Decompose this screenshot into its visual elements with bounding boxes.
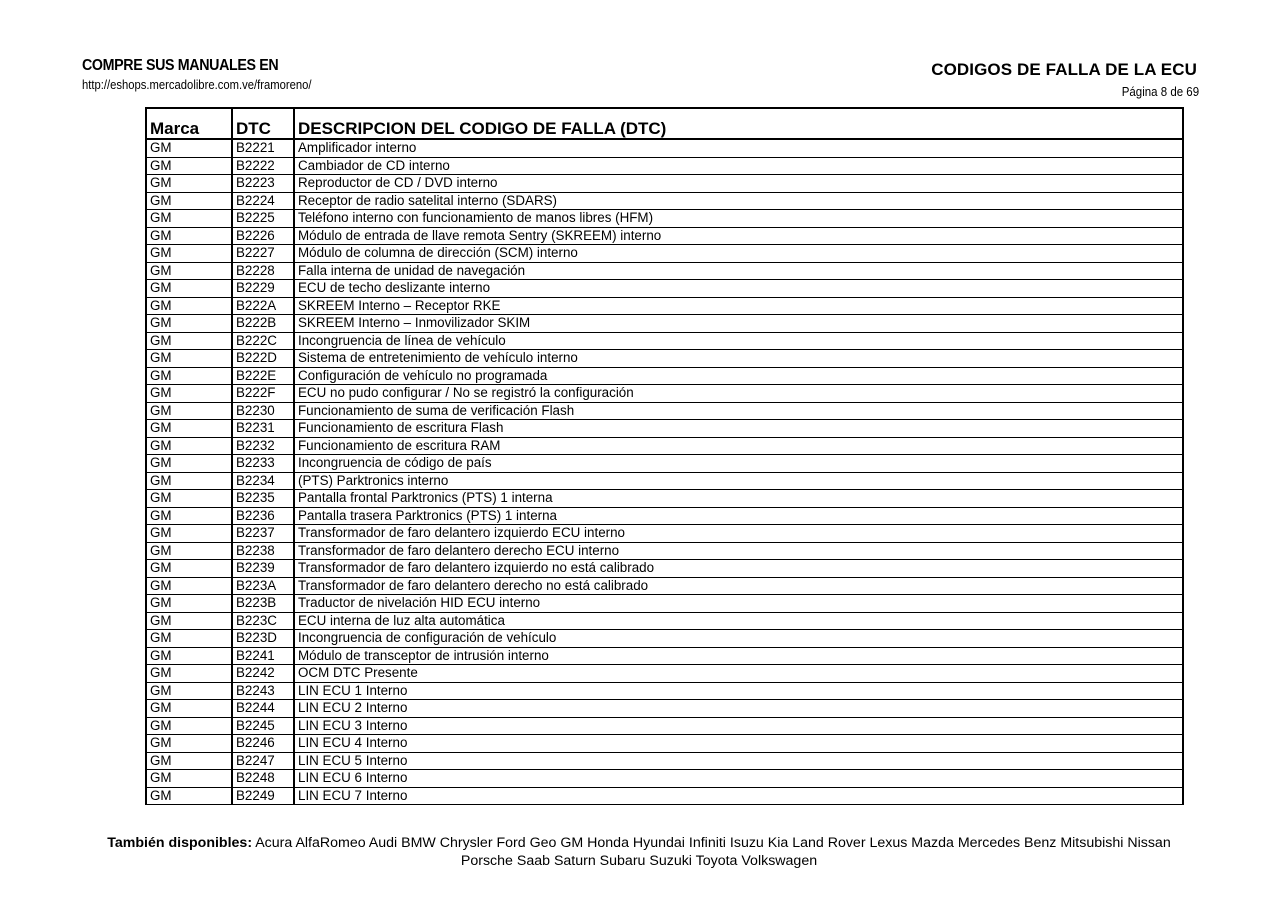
table-row <box>146 297 1183 315</box>
cell-dtc: B2233 <box>232 455 294 473</box>
cell-dtc: B2234 <box>232 472 294 490</box>
table-row <box>146 315 1183 333</box>
table-row <box>146 577 1183 595</box>
table-row <box>146 139 1183 157</box>
cell-description: Transformador de faro delantero derecho ECU interno <box>294 542 1183 560</box>
table-row <box>146 402 1183 420</box>
table-row <box>146 735 1183 753</box>
cell-brand: GM <box>146 455 232 473</box>
cell-brand: GM <box>146 525 232 543</box>
table-row <box>146 595 1183 613</box>
document-title: CODIGOS DE FALLA DE LA ECU <box>931 60 1197 79</box>
cell-brand: GM <box>146 175 232 193</box>
cell-brand: GM <box>146 507 232 525</box>
cell-brand: GM <box>146 630 232 648</box>
cell-brand: GM <box>146 192 232 210</box>
table-row <box>146 682 1183 700</box>
cell-brand: GM <box>146 577 232 595</box>
cell-dtc: B2237 <box>232 525 294 543</box>
table-row <box>146 262 1183 280</box>
cell-description: Teléfono interno con funcionamiento de manos libres (HFM) <box>294 210 1183 228</box>
header-store-url: http://eshops.mercadolibre.com.ve/framoreno/ <box>82 78 312 92</box>
cell-brand: GM <box>146 139 232 157</box>
cell-dtc: B222E <box>232 367 294 385</box>
table-row <box>146 490 1183 508</box>
table-row <box>146 507 1183 525</box>
table-row <box>146 455 1183 473</box>
cell-description: Transformador de faro delantero izquierdo no está calibrado <box>294 560 1183 578</box>
cell-description: (PTS) Parktronics interno <box>294 472 1183 490</box>
table-row <box>146 525 1183 543</box>
cell-description: Módulo de transceptor de intrusión interno <box>294 647 1183 665</box>
cell-description: Traductor de nivelación HID ECU interno <box>294 595 1183 613</box>
table-row <box>146 175 1183 193</box>
cell-description: Incongruencia de código de país <box>294 455 1183 473</box>
cell-dtc: B2224 <box>232 192 294 210</box>
cell-dtc: B222D <box>232 350 294 368</box>
cell-brand: GM <box>146 262 232 280</box>
table-row <box>146 420 1183 438</box>
cell-dtc: B2231 <box>232 420 294 438</box>
footer-brands: Acura AlfaRomeo Audi BMW Chrysler Ford Geo GM Honda Hyundai Infiniti Isuzu Kia Land Rover Lexus Mazda Mercedes Benz Mitsubishi Nissan Porsche Saab Saturn Subaru Suzuki Toyota Volkswagen <box>255 835 1171 869</box>
cell-description: Falla interna de unidad de navegación <box>294 262 1183 280</box>
cell-description: SKREEM Interno – Receptor RKE <box>294 297 1183 315</box>
cell-brand: GM <box>146 595 232 613</box>
cell-dtc: B2246 <box>232 735 294 753</box>
cell-dtc: B2232 <box>232 437 294 455</box>
cell-description: ECU no pudo configurar / No se registró la configuración <box>294 385 1183 403</box>
table-row <box>146 560 1183 578</box>
cell-description: Funcionamiento de escritura Flash <box>294 420 1183 438</box>
cell-dtc: B223C <box>232 612 294 630</box>
cell-description: ECU de techo deslizante interno <box>294 280 1183 298</box>
cell-brand: GM <box>146 280 232 298</box>
cell-brand: GM <box>146 787 232 805</box>
cell-brand: GM <box>146 717 232 735</box>
cell-description: Funcionamiento de suma de verificación Flash <box>294 402 1183 420</box>
cell-description: LIN ECU 4 Interno <box>294 735 1183 753</box>
cell-brand: GM <box>146 350 232 368</box>
footer-available-brands <box>82 834 1196 870</box>
cell-dtc: B222F <box>232 385 294 403</box>
cell-brand: GM <box>146 245 232 263</box>
cell-description: Incongruencia de configuración de vehículo <box>294 630 1183 648</box>
table-body <box>146 139 1183 805</box>
cell-dtc: B2243 <box>232 682 294 700</box>
cell-brand: GM <box>146 420 232 438</box>
table-row <box>146 612 1183 630</box>
cell-dtc: B222C <box>232 332 294 350</box>
table-row <box>146 437 1183 455</box>
cell-description: Receptor de radio satelital interno (SDARS) <box>294 192 1183 210</box>
page-number: Página 8 de 69 <box>1121 85 1199 99</box>
cell-brand: GM <box>146 367 232 385</box>
cell-dtc: B2225 <box>232 210 294 228</box>
table-row <box>146 665 1183 683</box>
cell-dtc: B2226 <box>232 227 294 245</box>
cell-dtc: B2249 <box>232 787 294 805</box>
cell-description: LIN ECU 6 Interno <box>294 770 1183 788</box>
cell-description: SKREEM Interno – Inmovilizador SKIM <box>294 315 1183 333</box>
table-row <box>146 350 1183 368</box>
cell-dtc: B2221 <box>232 139 294 157</box>
column-header-brand: Marca <box>146 108 232 139</box>
cell-dtc: B2227 <box>232 245 294 263</box>
cell-description: Cambiador de CD interno <box>294 157 1183 175</box>
cell-brand: GM <box>146 612 232 630</box>
cell-description: OCM DTC Presente <box>294 665 1183 683</box>
cell-brand: GM <box>146 402 232 420</box>
cell-description: Pantalla trasera Parktronics (PTS) 1 interna <box>294 507 1183 525</box>
cell-brand: GM <box>146 297 232 315</box>
table-row <box>146 700 1183 718</box>
table-row <box>146 787 1183 805</box>
table-row <box>146 630 1183 648</box>
cell-dtc: B222B <box>232 315 294 333</box>
table-row <box>146 245 1183 263</box>
cell-dtc: B2242 <box>232 665 294 683</box>
cell-brand: GM <box>146 647 232 665</box>
cell-dtc: B223B <box>232 595 294 613</box>
cell-brand: GM <box>146 542 232 560</box>
cell-brand: GM <box>146 210 232 228</box>
cell-dtc: B2236 <box>232 507 294 525</box>
table-row <box>146 770 1183 788</box>
cell-description: LIN ECU 3 Interno <box>294 717 1183 735</box>
cell-description: Funcionamiento de escritura RAM <box>294 437 1183 455</box>
cell-dtc: B2248 <box>232 770 294 788</box>
cell-brand: GM <box>146 665 232 683</box>
cell-description: LIN ECU 5 Interno <box>294 752 1183 770</box>
cell-dtc: B2230 <box>232 402 294 420</box>
cell-description: Configuración de vehículo no programada <box>294 367 1183 385</box>
table-row <box>146 332 1183 350</box>
cell-dtc: B2235 <box>232 490 294 508</box>
cell-brand: GM <box>146 735 232 753</box>
column-header-description: DESCRIPCION DEL CODIGO DE FALLA (DTC) <box>294 108 1183 139</box>
cell-brand: GM <box>146 472 232 490</box>
cell-brand: GM <box>146 157 232 175</box>
table-row <box>146 280 1183 298</box>
cell-description: Módulo de entrada de llave remota Sentry (SKREEM) interno <box>294 227 1183 245</box>
table-row <box>146 752 1183 770</box>
cell-dtc: B2229 <box>232 280 294 298</box>
table-row <box>146 647 1183 665</box>
cell-brand: GM <box>146 315 232 333</box>
cell-brand: GM <box>146 332 232 350</box>
cell-brand: GM <box>146 385 232 403</box>
table-row <box>146 367 1183 385</box>
cell-brand: GM <box>146 752 232 770</box>
cell-dtc: B222A <box>232 297 294 315</box>
table-row <box>146 210 1183 228</box>
table-row <box>146 542 1183 560</box>
cell-brand: GM <box>146 682 232 700</box>
cell-description: ECU interna de luz alta automática <box>294 612 1183 630</box>
cell-description: LIN ECU 7 Interno <box>294 787 1183 805</box>
cell-dtc: B2238 <box>232 542 294 560</box>
cell-dtc: B223D <box>232 630 294 648</box>
cell-brand: GM <box>146 560 232 578</box>
cell-dtc: B2245 <box>232 717 294 735</box>
cell-dtc: B2247 <box>232 752 294 770</box>
table-row <box>146 472 1183 490</box>
header-left-title: COMPRE SUS MANUALES EN <box>82 57 279 74</box>
cell-description: LIN ECU 1 Interno <box>294 682 1183 700</box>
cell-description: Módulo de columna de dirección (SCM) interno <box>294 245 1183 263</box>
cell-dtc: B2244 <box>232 700 294 718</box>
cell-brand: GM <box>146 437 232 455</box>
cell-dtc: B2239 <box>232 560 294 578</box>
table-row <box>146 717 1183 735</box>
table-row <box>146 227 1183 245</box>
table-row <box>146 385 1183 403</box>
cell-description: Transformador de faro delantero izquierdo ECU interno <box>294 525 1183 543</box>
cell-description: Amplificador interno <box>294 139 1183 157</box>
table-row <box>146 157 1183 175</box>
cell-description: Sistema de entretenimiento de vehículo interno <box>294 350 1183 368</box>
column-header-dtc: DTC <box>232 108 294 139</box>
cell-description: LIN ECU 2 Interno <box>294 700 1183 718</box>
cell-dtc: B2241 <box>232 647 294 665</box>
cell-brand: GM <box>146 700 232 718</box>
table-row <box>146 192 1183 210</box>
cell-brand: GM <box>146 227 232 245</box>
cell-dtc: B2228 <box>232 262 294 280</box>
cell-brand: GM <box>146 770 232 788</box>
cell-description: Reproductor de CD / DVD interno <box>294 175 1183 193</box>
cell-dtc: B2222 <box>232 157 294 175</box>
cell-brand: GM <box>146 490 232 508</box>
dtc-table <box>145 107 1184 805</box>
cell-description: Pantalla frontal Parktronics (PTS) 1 interna <box>294 490 1183 508</box>
cell-dtc: B2223 <box>232 175 294 193</box>
cell-description: Incongruencia de línea de vehículo <box>294 332 1183 350</box>
footer-label: También disponibles: <box>107 835 253 851</box>
cell-description: Transformador de faro delantero derecho no está calibrado <box>294 577 1183 595</box>
cell-dtc: B223A <box>232 577 294 595</box>
table-header-row <box>146 108 1183 139</box>
